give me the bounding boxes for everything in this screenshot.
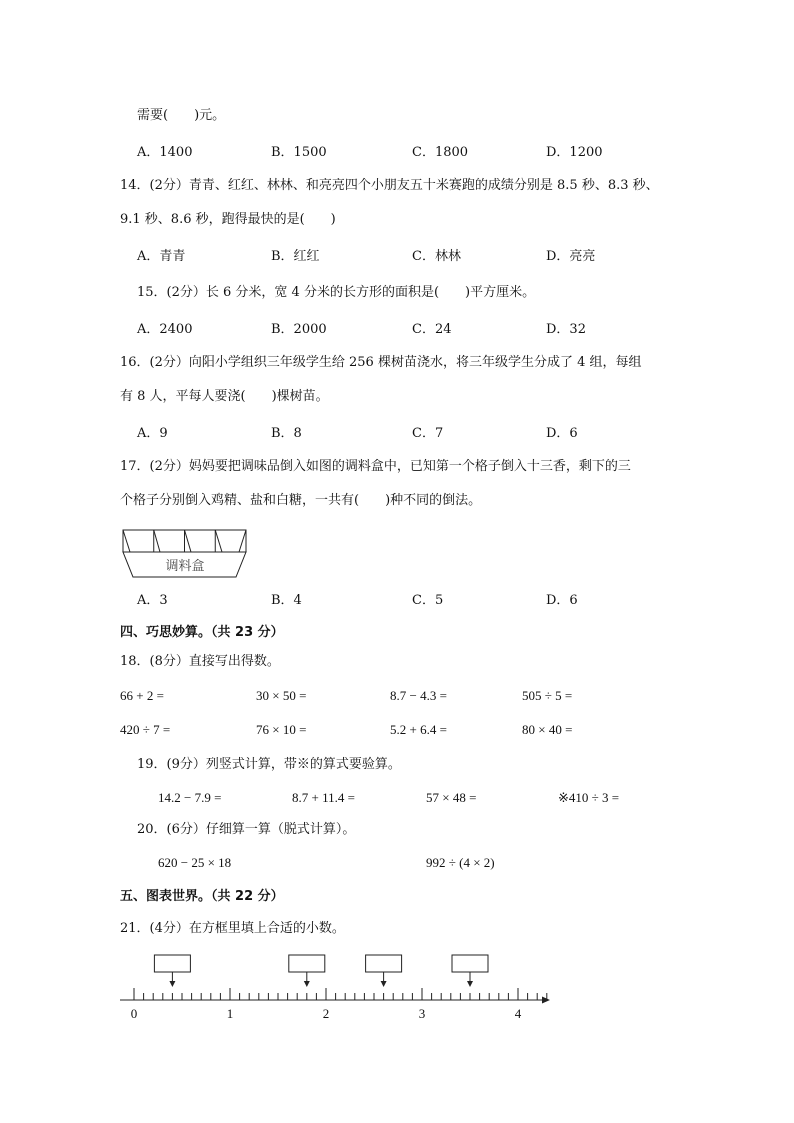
answer-box[interactable]: [289, 955, 325, 972]
axis-label: 4: [514, 1006, 522, 1021]
q16-option-a: A．9: [137, 426, 168, 441]
box-slant: [239, 530, 246, 552]
q15-option-b: B．2000: [271, 322, 327, 337]
q15-option-c: C．24: [412, 322, 452, 337]
box-label: 调料盒: [165, 559, 205, 574]
q17-option-c: C．5: [412, 593, 444, 608]
q19-title: 19．(9分）列竖式计算，带※的算式要验算。: [137, 757, 401, 772]
q19-item: 57 × 48 =: [426, 790, 477, 805]
pointer-arrow-icon: [467, 981, 473, 987]
q16-option-b: B．8: [271, 426, 302, 441]
q18-item: 76 × 10 =: [256, 722, 307, 737]
axis-label: 2: [322, 1006, 330, 1021]
pointer-arrow-icon: [381, 981, 387, 987]
box-slant: [123, 530, 130, 552]
q18-item: 420 ÷ 7 =: [120, 722, 171, 737]
q19-item: 8.7 + 11.4 =: [292, 790, 355, 805]
q13-option-a: A．1400: [137, 145, 193, 160]
box-slant: [185, 530, 192, 552]
q14-line2: 9.1 秒、8.6 秒，跑得最快的是( ): [120, 212, 336, 227]
seasoning-box-figure: [122, 529, 248, 581]
q16-option-c: C．7: [412, 426, 444, 441]
q19-item: ※410 ÷ 3 =: [558, 790, 620, 805]
q15-option-a: A．2400: [137, 322, 193, 337]
q18-item: 5.2 + 6.4 =: [390, 722, 447, 737]
q14-option-b: B．红红: [271, 249, 320, 264]
q18-item: 30 × 50 =: [256, 688, 307, 703]
q17-line1: 17．(2分）妈妈要把调味品倒入如图的调料盒中，已知第一个格子倒入十三香，剩下的三: [120, 459, 631, 474]
q18-item: 80 × 40 =: [522, 722, 573, 737]
q14-option-c: C．林林: [412, 249, 461, 264]
answer-box[interactable]: [366, 955, 402, 972]
axis-label: 3: [418, 1006, 426, 1021]
q19-item: 14.2 − 7.9 =: [158, 790, 222, 805]
q15-line1: 15．(2分）长 6 分米，宽 4 分米的长方形的面积是( )平方厘米。: [137, 285, 536, 300]
q14-option-d: D．亮亮: [546, 249, 596, 264]
q17-line2: 个格子分别倒入鸡精、盐和白糖，一共有( )种不同的倒法。: [120, 493, 482, 508]
box-slant: [154, 530, 160, 552]
q18-item: 8.7 − 4.3 =: [390, 688, 447, 703]
answer-box[interactable]: [154, 955, 190, 972]
pointer-arrow-icon: [304, 981, 310, 987]
q16-option-d: D．6: [546, 426, 578, 441]
box-slant: [215, 530, 222, 552]
q20-item: 620 − 25 × 18: [158, 855, 232, 870]
number-line-figure: [112, 950, 562, 1022]
q15-option-d: D．32: [546, 322, 586, 337]
q18-title: 18．(8分）直接写出得数。: [120, 654, 280, 669]
q13-option-c: C．1800: [412, 145, 469, 160]
q21-title: 21．(4分）在方框里填上合适的小数。: [120, 921, 345, 936]
q13-option-b: B．1500: [271, 145, 327, 160]
q16-line2: 有 8 人，平每人要浇( )棵树苗。: [120, 389, 329, 404]
q13-option-d: D．1200: [546, 145, 603, 160]
axis-label: 1: [226, 1006, 234, 1021]
q14-option-a: A．青青: [137, 249, 186, 264]
q13-tail: 需要( )元。: [137, 108, 226, 123]
q14-line1: 14．(2分）青青、红红、林林、和亮亮四个小朋友五十米赛跑的成绩分别是 8.5 秒、8.3 秒、: [120, 178, 659, 193]
q17-option-b: B．4: [271, 593, 302, 608]
q20-item: 992 ÷ (4 × 2): [426, 855, 495, 870]
pointer-arrow-icon: [169, 981, 175, 987]
section-4-heading: 四、巧思妙算。（共 23 分）: [120, 625, 284, 640]
q16-line1: 16．(2分）向阳小学组织三年级学生给 256 棵树苗浇水，将三年级学生分成了 4 组，每组: [120, 355, 642, 370]
q17-option-d: D．6: [546, 593, 578, 608]
q18-item: 505 ÷ 5 =: [522, 688, 573, 703]
axis-label: 0: [130, 1006, 138, 1021]
q20-title: 20．(6分）仔细算一算（脱式计算）。: [137, 822, 356, 837]
q18-item: 66 + 2 =: [120, 688, 164, 703]
q17-option-a: A．3: [137, 593, 168, 608]
number-line-arrowhead: [542, 997, 550, 1004]
section-5-heading: 五、图表世界。（共 22 分）: [120, 889, 284, 904]
answer-box[interactable]: [452, 955, 488, 972]
